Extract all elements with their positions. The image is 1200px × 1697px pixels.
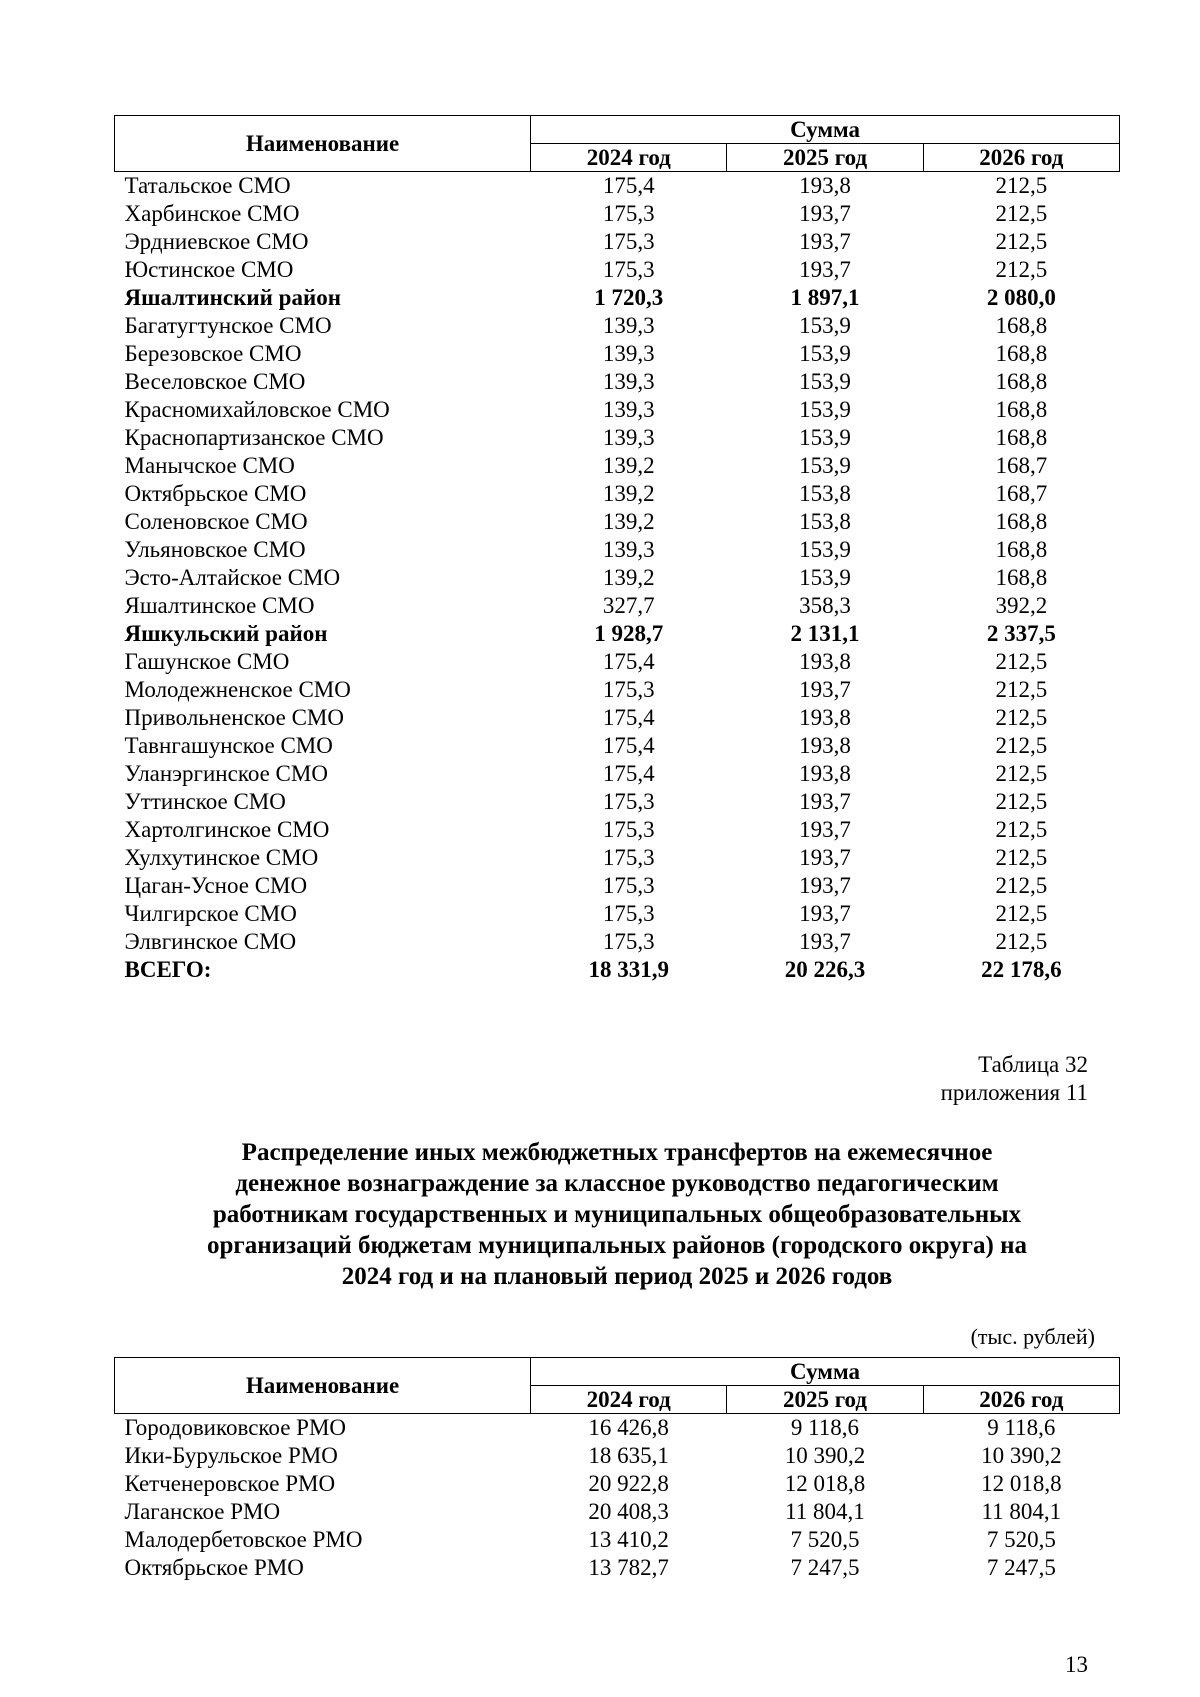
cell-value-2024: 18 331,9 — [588, 957, 670, 982]
header-sum: Сумма — [531, 1358, 1120, 1386]
cell-name: Яшалтинский район — [124, 285, 341, 310]
cell-value-2026: 212,5 — [995, 789, 1048, 814]
cell-name: Тавнгашунское СМО — [124, 733, 333, 758]
cell-value-2025: 193,8 — [799, 649, 851, 674]
cell-value-2025: 153,8 — [799, 509, 851, 534]
page-number: 13 — [1065, 1652, 1088, 1677]
table-row — [115, 648, 1120, 676]
cell-value-2024: 175,4 — [602, 733, 655, 758]
cell-value-2025: 7 520,5 — [790, 1527, 860, 1552]
cell-name: Молодежненское СМО — [124, 677, 351, 702]
cell-value-2025: 12 018,8 — [784, 1471, 866, 1496]
cell-name: Ульяновское СМО — [124, 537, 306, 562]
cell-value-2024: 139,3 — [602, 425, 655, 450]
cell-name: Цаган-Усное СМО — [124, 873, 308, 898]
cell-name: Ики-Бурульское РМО — [124, 1443, 338, 1468]
cell-value-2025: 193,7 — [799, 845, 851, 870]
cell-value-2025: 193,8 — [799, 705, 851, 730]
cell-value-2025: 153,9 — [799, 397, 851, 422]
header-name: Наименование — [115, 116, 531, 172]
cell-value-2025: 193,8 — [799, 173, 851, 198]
cell-name: Городовиковское РМО — [124, 1415, 347, 1440]
cell-name: Чилгирское СМО — [124, 901, 297, 926]
cell-value-2025: 153,9 — [799, 369, 851, 394]
cell-name: Манычское СМО — [124, 453, 295, 478]
cell-value-2024: 139,3 — [602, 341, 655, 366]
cell-value-2024: 175,3 — [602, 817, 655, 842]
cell-value-2024: 139,3 — [602, 397, 655, 422]
table-row — [115, 788, 1120, 816]
table-row — [115, 172, 1120, 201]
cell-value-2024: 175,4 — [602, 173, 655, 198]
cell-value-2025: 2 131,1 — [790, 621, 860, 646]
cell-value-2024: 139,3 — [602, 313, 655, 338]
cell-value-2025: 7 247,5 — [790, 1555, 860, 1580]
cell-value-2025: 193,7 — [799, 873, 851, 898]
cell-value-2025: 153,9 — [799, 537, 851, 562]
cell-value-2026: 7 247,5 — [986, 1555, 1056, 1580]
table-row-total — [115, 956, 1120, 984]
cell-value-2026: 212,5 — [995, 229, 1048, 254]
cell-value-2024: 175,4 — [602, 761, 655, 786]
cell-value-2025: 153,9 — [799, 341, 851, 366]
caption-table-number: Таблица 32 — [978, 1052, 1088, 1077]
table-row — [115, 676, 1120, 704]
cell-value-2025: 193,7 — [799, 817, 851, 842]
cell-value-2026: 212,5 — [995, 677, 1048, 702]
table-row — [115, 928, 1120, 956]
cell-value-2024: 13 782,7 — [588, 1555, 669, 1580]
cell-name: Привольненское СМО — [124, 705, 344, 730]
cell-value-2024: 139,2 — [602, 509, 655, 534]
cell-value-2025: 11 804,1 — [785, 1499, 865, 1524]
header-year-2026: 2026 год — [923, 1386, 1119, 1414]
cell-value-2024: 175,4 — [602, 705, 655, 730]
cell-name: Татальское СМО — [124, 173, 291, 198]
cell-name: Юстинское СМО — [124, 257, 294, 282]
cell-value-2026: 392,2 — [995, 593, 1048, 618]
cell-name: Октябрьское СМО — [124, 481, 307, 506]
cell-value-2026: 168,7 — [995, 481, 1048, 506]
cell-name: Краснопартизанское СМО — [124, 425, 384, 450]
cell-value-2026: 12 018,8 — [981, 1471, 1062, 1496]
table-row — [115, 340, 1120, 368]
cell-value-2024: 175,3 — [602, 229, 655, 254]
cell-value-2026: 212,5 — [995, 901, 1048, 926]
cell-name: Уланэргинское СМО — [124, 761, 328, 786]
cell-name: Хартолгинское СМО — [124, 817, 330, 842]
cell-value-2024: 18 635,1 — [588, 1443, 669, 1468]
cell-value-2025: 9 118,6 — [790, 1415, 860, 1440]
cell-value-2024: 1 720,3 — [594, 285, 664, 310]
cell-value-2025: 193,7 — [799, 201, 851, 226]
cell-name: Яшкульский район — [124, 621, 328, 646]
cell-name: Уттинское СМО — [124, 789, 286, 814]
header-year-2025: 2025 год — [727, 144, 923, 172]
table-row — [115, 592, 1120, 620]
cell-value-2024: 139,3 — [602, 369, 655, 394]
cell-value-2026: 212,5 — [995, 257, 1048, 282]
cell-value-2026: 2 337,5 — [986, 621, 1056, 646]
cell-value-2026: 168,8 — [995, 565, 1048, 590]
cell-value-2026: 168,7 — [995, 453, 1048, 478]
table-row — [115, 1414, 1120, 1443]
cell-value-2024: 175,3 — [602, 873, 655, 898]
cell-name: Гашунское СМО — [124, 649, 290, 674]
cell-value-2025: 153,9 — [799, 313, 851, 338]
table-row — [115, 1498, 1120, 1526]
cell-value-2026: 212,5 — [995, 873, 1048, 898]
cell-name: Элвгинское СМО — [124, 929, 297, 954]
caption-appendix: приложения 11 — [940, 1080, 1088, 1105]
table-row — [115, 508, 1120, 536]
cell-value-2026: 212,5 — [995, 705, 1048, 730]
cell-value-2024: 175,3 — [602, 201, 655, 226]
table-row — [115, 760, 1120, 788]
cell-value-2025: 193,7 — [799, 929, 851, 954]
cell-name: Эсто-Алтайское СМО — [124, 565, 341, 590]
cell-value-2026: 212,5 — [995, 649, 1048, 674]
cell-value-2024: 175,3 — [602, 677, 655, 702]
cell-value-2026: 212,5 — [995, 201, 1048, 226]
cell-name: Яшалтинское СМО — [124, 593, 315, 618]
cell-value-2024: 139,2 — [602, 481, 655, 506]
table-row — [115, 872, 1120, 900]
header-sum: Сумма — [531, 116, 1120, 144]
cell-name: Малодербетовское РМО — [124, 1527, 363, 1552]
cell-value-2026: 168,8 — [995, 397, 1048, 422]
cell-value-2024: 175,3 — [602, 789, 655, 814]
cell-name: Багатугтунское СМО — [124, 313, 332, 338]
cell-value-2024: 175,3 — [602, 929, 655, 954]
cell-name: Лаганское РМО — [124, 1499, 281, 1524]
cell-value-2025: 193,7 — [799, 789, 851, 814]
cell-value-2026: 212,5 — [995, 817, 1048, 842]
header-year-2026: 2026 год — [923, 144, 1119, 172]
table-row — [115, 228, 1120, 256]
cell-name: Березовское СМО — [124, 341, 302, 366]
cell-value-2024: 16 426,8 — [588, 1415, 669, 1440]
cell-value-2025: 358,3 — [799, 593, 851, 618]
cell-value-2024: 175,3 — [602, 845, 655, 870]
cell-value-2026: 212,5 — [995, 733, 1048, 758]
cell-value-2026: 2 080,0 — [986, 285, 1056, 310]
cell-value-2025: 193,7 — [799, 901, 851, 926]
cell-name: ВСЕГО: — [124, 957, 212, 982]
table-row — [115, 480, 1120, 508]
table-row — [115, 424, 1120, 452]
title-line: 2024 год и на плановый период 2025 и 2026 годов — [341, 1263, 893, 1290]
cell-value-2025: 193,7 — [799, 257, 851, 282]
cell-value-2024: 175,3 — [602, 257, 655, 282]
cell-value-2024: 175,3 — [602, 901, 655, 926]
table-row — [115, 312, 1120, 340]
table-body — [115, 1414, 1120, 1583]
title-line: денежное вознаграждение за классное руководство педагогическим — [235, 1170, 999, 1197]
cell-value-2024: 327,7 — [602, 593, 655, 618]
cell-value-2026: 168,8 — [995, 509, 1048, 534]
cell-value-2025: 193,8 — [799, 761, 851, 786]
table-row-total — [115, 284, 1120, 312]
cell-name: Соленовское СМО — [124, 509, 308, 534]
cell-value-2024: 139,2 — [602, 565, 655, 590]
header-year-2025: 2025 год — [727, 1386, 923, 1414]
cell-value-2026: 212,5 — [995, 929, 1048, 954]
table-row — [115, 1554, 1120, 1582]
table-row — [115, 396, 1120, 424]
section-title — [114, 1137, 1120, 1292]
cell-value-2025: 1 897,1 — [790, 285, 860, 310]
cell-value-2026: 212,5 — [995, 173, 1048, 198]
cell-value-2025: 153,9 — [799, 565, 851, 590]
cell-value-2025: 20 226,3 — [784, 957, 866, 982]
cell-value-2026: 168,8 — [995, 313, 1048, 338]
cell-value-2025: 193,7 — [799, 677, 851, 702]
cell-value-2024: 139,3 — [602, 537, 655, 562]
cell-value-2025: 193,7 — [799, 229, 851, 254]
cell-value-2024: 175,4 — [602, 649, 655, 674]
cell-value-2025: 153,9 — [799, 453, 851, 478]
table-row — [115, 704, 1120, 732]
table-row — [115, 1442, 1120, 1470]
table-row — [115, 844, 1120, 872]
cell-name: Октябрьское РМО — [124, 1555, 304, 1580]
cell-value-2026: 168,8 — [995, 425, 1048, 450]
table-row — [115, 816, 1120, 844]
cell-value-2025: 10 390,2 — [784, 1443, 866, 1468]
cell-value-2025: 193,8 — [799, 733, 851, 758]
units-label: (тыс. рублей) — [970, 1324, 1095, 1349]
table-row — [115, 256, 1120, 284]
transfers-table — [114, 1357, 1120, 1582]
cell-name: Кетченеровское РМО — [124, 1471, 336, 1496]
cell-value-2026: 7 520,5 — [986, 1527, 1056, 1552]
budget-table-continued — [114, 115, 1120, 984]
cell-value-2026: 168,8 — [995, 537, 1048, 562]
cell-name: Эрдниевское СМО — [124, 229, 309, 254]
cell-value-2026: 10 390,2 — [981, 1443, 1062, 1468]
cell-value-2026: 212,5 — [995, 845, 1048, 870]
table-row — [115, 200, 1120, 228]
cell-value-2024: 13 410,2 — [588, 1527, 669, 1552]
cell-name: Красномихайловское СМО — [124, 397, 390, 422]
table-body — [115, 172, 1120, 985]
header-year-2024: 2024 год — [531, 1386, 727, 1414]
table-row — [115, 368, 1120, 396]
cell-value-2024: 1 928,7 — [594, 621, 664, 646]
table-caption — [941, 1051, 1088, 1107]
table-row — [115, 900, 1120, 928]
cell-name: Хулхутинское СМО — [124, 845, 319, 870]
table-row — [115, 1470, 1120, 1498]
cell-value-2025: 153,8 — [799, 481, 851, 506]
cell-value-2024: 20 408,3 — [588, 1499, 669, 1524]
cell-value-2026: 9 118,6 — [987, 1415, 1056, 1440]
table-row — [115, 536, 1120, 564]
title-line: работникам государственных и муниципальных общеобразовательных — [212, 1201, 1022, 1228]
header-name: Наименование — [115, 1358, 531, 1414]
cell-value-2026: 212,5 — [995, 761, 1048, 786]
header-year-2024: 2024 год — [531, 144, 727, 172]
cell-value-2024: 139,2 — [602, 453, 655, 478]
cell-value-2025: 153,9 — [799, 425, 851, 450]
cell-value-2026: 168,8 — [995, 341, 1048, 366]
table-row — [115, 732, 1120, 760]
table-row — [115, 1526, 1120, 1554]
cell-value-2026: 22 178,6 — [981, 957, 1062, 982]
table-row — [115, 564, 1120, 592]
table-row — [115, 452, 1120, 480]
cell-value-2024: 20 922,8 — [588, 1471, 669, 1496]
cell-name: Веселовское СМО — [124, 369, 306, 394]
cell-name: Харбинское СМО — [124, 201, 300, 226]
table-row-total — [115, 620, 1120, 648]
title-line: Распределение иных межбюджетных трансфертов на ежемесячное — [241, 1139, 993, 1166]
cell-value-2026: 168,8 — [995, 369, 1048, 394]
title-line: организаций бюджетам муниципальных районов (городского округа) на — [206, 1232, 1028, 1259]
cell-value-2026: 11 804,1 — [981, 1499, 1062, 1524]
